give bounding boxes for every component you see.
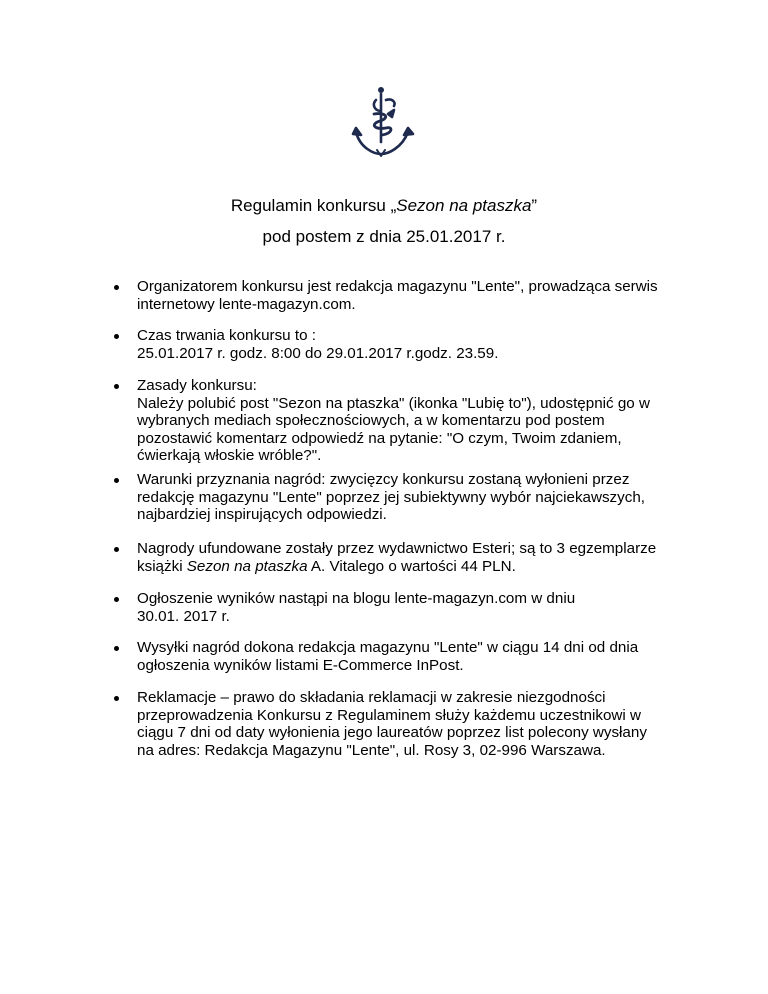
bullet-icon [114,646,119,651]
rule-line: ogłoszenia wyników listami E-Commerce InPost. [137,656,464,674]
rule-line: Warunki przyznania nagród: zwycięzcy konkursu zostaną wyłonieni przez [137,471,630,488]
rule-text: A. Vitalego o wartości 44 PLN. [307,557,516,575]
rule-item-prizes [137,540,697,575]
bullet-icon [114,696,119,701]
rule-line: najbardziej inspirujących odpowiedzi. [137,506,387,524]
rule-text: książki [137,557,187,575]
rule-line: Zasady konkursu: [137,377,257,394]
rule-line: na adres: Redakcja Magazynu "Lente", ul. Rosy 3, 02-996 Warszawa. [137,741,606,759]
rule-line: ciągu 7 dni od daty wyłonienia jego laureatów poprzez list polecony wysłany [137,724,647,742]
bullet-icon [114,285,119,290]
bullet-icon [114,334,119,339]
contest-name: Sezon na ptaszka [396,196,532,215]
title-suffix: ” [531,196,538,215]
rule-item-complaints [137,689,697,759]
rule-line: redakcję magazynu "Lente" poprzez jej subiektywny wybór najciekawszych, [137,488,645,506]
title-prefix: Regulamin konkursu „ [230,196,397,215]
rule-item-rules [137,377,697,465]
rule-item-duration [137,327,697,362]
rule-line: Ogłoszenie wyników nastąpi na blogu lente-magazyn.com w dniu [137,590,576,607]
rule-line: Należy polubić post "Sezon na ptaszka" (ikonka "Lubię to"), udostępnić go w [137,394,650,412]
anchor-with-figure-icon [350,84,416,158]
rule-item-winner-criteria [137,471,697,524]
rule-line: 30.01. 2017 r. [137,607,230,625]
rule-line: Wysyłki nagród dokona redakcja magazynu "Lente" w ciągu 14 dni od dnia [137,639,639,656]
bullet-icon [114,384,119,389]
bullet-icon [114,547,119,552]
rule-line: przeprowadzenia Konkursu z Regulaminem służy każdemu uczestnikowi w [137,706,641,724]
document-title [0,195,768,217]
book-title: Sezon na ptaszka [186,557,308,575]
rule-line: 25.01.2017 r. godz. 8:00 do 29.01.2017 r.godz. 23.59. [137,344,499,362]
rule-line: ćwierkają włoskie wróble?". [137,447,322,465]
rule-line: Reklamacje – prawo do składania reklamacji w zakresie niezgodności [137,689,606,706]
rule-line: pozostawić komentarz odpowiedź na pytanie: "O czym, Twoim zdaniem, [137,429,622,447]
rule-line: Czas trwania konkursu to : [137,327,316,344]
bullet-icon [114,597,119,602]
rule-item-shipping [137,639,697,674]
bullet-icon [114,478,119,483]
rule-line: Nagrody ufundowane zostały przez wydawnictwo Esteri; są to 3 egzemplarze [137,540,657,557]
rule-line [137,558,697,576]
document-subtitle: pod postem z dnia 25.01.2017 r. [262,227,506,246]
rule-line: Organizatorem konkursu jest redakcja magazynu "Lente", prowadząca serwis [137,278,658,295]
rule-item-results [137,590,697,625]
rule-line: wybranych mediach społecznościowych, a w komentarzu pod postem [137,412,605,430]
rule-line: internetowy lente-magazyn.com. [137,295,356,313]
rule-item-organizer [137,278,697,313]
